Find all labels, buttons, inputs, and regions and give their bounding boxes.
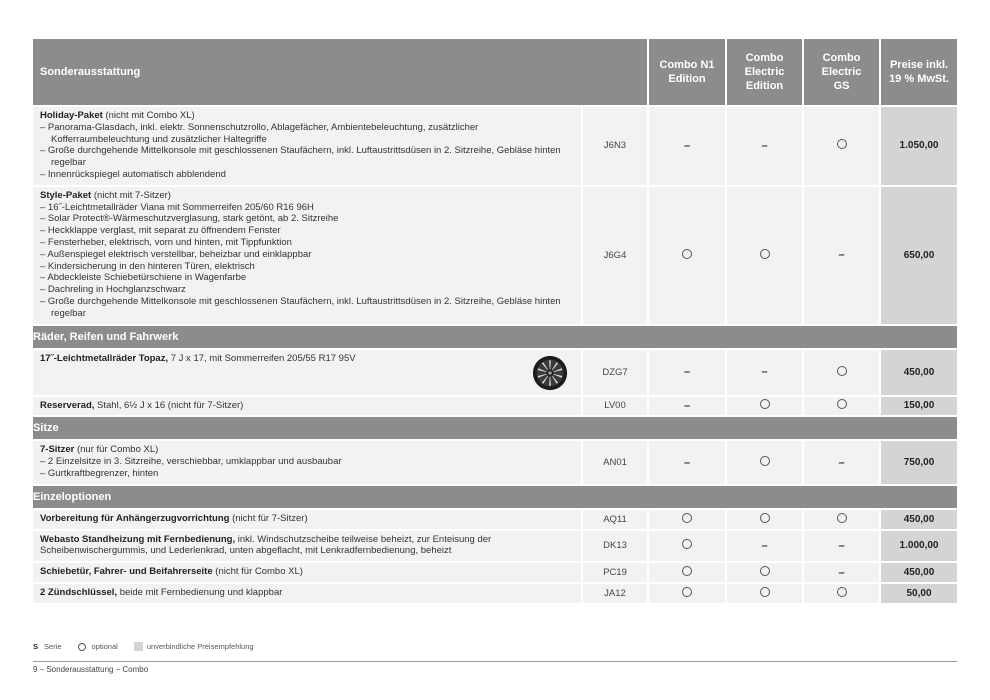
wheel-image [532, 355, 568, 391]
feature-line: – Heckklappe verglast, mit separat zu öffnendem Fenster [40, 225, 281, 237]
optional-circle-icon [760, 399, 770, 409]
not-available-dash: – [761, 366, 768, 379]
option-cell [726, 440, 803, 484]
option-cell [648, 530, 726, 563]
optional-circle-icon [837, 513, 847, 523]
optional-circle-icon [682, 566, 692, 576]
not-available-dash: – [838, 566, 845, 579]
legend-serie-symbol: S [33, 642, 39, 651]
optional-circle-icon [682, 513, 692, 523]
row-text [40, 190, 574, 320]
section-row [33, 485, 957, 509]
row-title: 17˝-Leichtmetallräder Topaz, [40, 352, 169, 364]
option-code: J6G4 [582, 186, 648, 325]
header-price: Preise inkl. 19 % MwSt. [880, 39, 957, 106]
legend [33, 642, 270, 651]
option-cell [648, 440, 726, 484]
row-description [33, 562, 582, 583]
row-note: (nur für Combo XL) [76, 444, 159, 456]
optional-circle-icon [760, 513, 770, 523]
feature-line: – Große durchgehende Mittelkonsole mit geschlossenen Staufächern, inkl. Luftaustrittsdüsen in 2. Sitzreihe, Gebläse hinten regelbar [40, 145, 561, 169]
row-description [33, 583, 582, 603]
legend-serie-label: Serie [44, 642, 62, 651]
option-cell [648, 396, 726, 417]
row-title: 2 Zündschlüssel, [40, 586, 118, 598]
optional-circle-icon [682, 249, 692, 259]
price-cell: 450,00 [880, 562, 957, 583]
price-cell: 650,00 [880, 186, 957, 325]
not-available-dash: – [683, 366, 691, 379]
row-note: inkl. Windschutzscheibe teilweise beheizt, zur Enteisung der Scheibenwischergummis, und Lederlenkrad, unten abgeflacht, mit Lenkradfernbedienung, beheizt [40, 533, 492, 557]
row-title: Webasto Standheizung mit Fernbedienung, [40, 533, 236, 545]
row-note: 7 J x 17, mit Sommerreifen 205/55 R17 95V [170, 352, 356, 364]
legend-optional [78, 642, 118, 651]
optional-circle-icon [837, 366, 847, 376]
option-cell [803, 530, 880, 563]
row-description [33, 186, 582, 325]
row-note: (nicht für Combo XL) [215, 566, 303, 578]
feature-line: – Innenrückspiegel automatisch abblendend [40, 168, 226, 180]
option-code: J6N3 [582, 106, 648, 186]
table-row [33, 349, 957, 396]
option-code: DK13 [582, 530, 648, 563]
feature-line: – Solar Protect®-Wärmeschutzverglasung, stark getönt, ab 2. Sitzreihe [40, 213, 339, 225]
not-available-dash: – [761, 139, 768, 152]
not-available-dash: – [838, 539, 845, 552]
option-cell [726, 562, 803, 583]
header-combo-electric-edition: Combo Electric Edition [726, 39, 803, 106]
option-cell [803, 106, 880, 186]
price-cell: 1.050,00 [880, 106, 957, 186]
price-cell: 50,00 [880, 583, 957, 603]
not-available-dash: – [683, 456, 691, 469]
feature-line: – Panorama-Glasdach, inkl. elektr. Sonnenschutzrollo, Ablagefächer, Ambientebeleuchtung, zusätzlicher Kofferraumbeleuchtung und zusätzlicher Haltegriffe [40, 121, 479, 145]
optional-circle-icon [760, 249, 770, 259]
optional-circle-icon [837, 587, 847, 597]
table-row [33, 396, 957, 417]
feature-line: – Gurtkraftbegrenzer, hinten [40, 467, 159, 479]
feature-line: – 16˝-Leichtmetallräder Viana mit Sommerreifen 205/60 R16 96H [40, 201, 314, 213]
feature-line: – Kindersicherung in den hinteren Türen, elektrisch [40, 260, 255, 272]
price-cell: 450,00 [880, 509, 957, 530]
row-description [33, 530, 582, 563]
feature-line: – Fensterheber, elektrisch, vorn und hinten, mit Tippfunktion [40, 236, 292, 248]
optional-circle-icon [760, 587, 770, 597]
option-cell [803, 509, 880, 530]
row-note: Stahl, 6½ J x 16 (nicht für 7-Sitzer) [97, 399, 244, 411]
option-cell [726, 349, 803, 396]
feature-line: – Abdeckleiste Schiebetürschiene in Wagenfarbe [40, 272, 247, 284]
footer-divider [33, 661, 957, 662]
option-cell [803, 396, 880, 417]
row-note: beide mit Fernbedienung und klappbar [119, 586, 283, 598]
option-cell [803, 440, 880, 484]
option-cell [726, 106, 803, 186]
not-available-dash: – [838, 249, 845, 262]
table-row [33, 583, 957, 603]
option-code: DZG7 [582, 349, 648, 396]
section-row [33, 416, 957, 440]
option-code: JA12 [582, 583, 648, 603]
row-description [33, 106, 582, 186]
table-row [33, 562, 957, 583]
row-text [40, 534, 574, 558]
not-available-dash: – [761, 539, 768, 552]
table-row [33, 530, 957, 563]
table-row [33, 186, 957, 325]
optional-circle-icon [837, 399, 847, 409]
page-footer: 9 – Sonderausstattung – Combo [33, 665, 149, 674]
row-text [40, 566, 574, 578]
option-cell [648, 509, 726, 530]
option-cell [726, 396, 803, 417]
row-note: (nicht mit Combo XL) [105, 110, 195, 121]
optional-circle-icon [760, 566, 770, 576]
option-cell [726, 583, 803, 603]
option-cell [648, 349, 726, 396]
legend-serie [33, 642, 62, 651]
row-title: Holiday-Paket [40, 110, 103, 121]
price-cell: 750,00 [880, 440, 957, 484]
optional-circle-icon [682, 587, 692, 597]
header-sonderausstattung: Sonderausstattung [33, 39, 648, 106]
option-cell [648, 562, 726, 583]
row-description [33, 349, 582, 396]
option-cell [803, 349, 880, 396]
option-cell [648, 186, 726, 325]
option-cell [648, 583, 726, 603]
price-swatch-icon [134, 642, 143, 651]
option-cell [803, 583, 880, 603]
legend-price [134, 642, 254, 651]
header-combo-electric-gs: Combo Electric GS [803, 39, 880, 106]
row-text [40, 444, 574, 479]
table-body [33, 106, 957, 603]
section-title: Räder, Reifen und Fahrwerk [33, 325, 957, 349]
section-title: Einzeloptionen [33, 485, 957, 509]
table-header-row [33, 39, 957, 106]
option-cell [726, 186, 803, 325]
feature-line: – 2 Einzelsitze in 3. Sitzreihe, verschiebbar, umklappbar und ausbaubar [40, 456, 342, 468]
row-text [40, 353, 356, 365]
row-note: (nicht für 7-Sitzer) [232, 512, 308, 524]
equipment-table [33, 39, 957, 603]
table-row [33, 106, 957, 186]
price-cell: 450,00 [880, 349, 957, 396]
optional-circle-icon [837, 139, 847, 149]
not-available-dash: – [683, 139, 691, 152]
optional-circle-icon [760, 456, 770, 466]
row-note: (nicht mit 7-Sitzer) [93, 189, 171, 201]
optional-circle-icon [682, 539, 692, 549]
row-title: Style-Paket [40, 189, 92, 201]
price-cell: 150,00 [880, 396, 957, 417]
row-description [33, 509, 582, 530]
option-code: AN01 [582, 440, 648, 484]
row-description [33, 440, 582, 484]
row-text [40, 513, 574, 525]
legend-optional-label: optional [91, 642, 118, 651]
row-text [40, 400, 574, 412]
option-code: PC19 [582, 562, 648, 583]
feature-line: – Dachreling in Hochglanzschwarz [40, 284, 186, 296]
price-cell: 1.000,00 [880, 530, 957, 563]
row-title: Schiebetür, Fahrer- und Beifahrerseite [40, 566, 213, 578]
table-row [33, 509, 957, 530]
row-title: Vorbereitung für Anhängerzugvorrichtung [40, 512, 230, 524]
table-row [33, 440, 957, 484]
not-available-dash: – [838, 456, 845, 469]
row-description [33, 396, 582, 417]
option-cell [726, 530, 803, 563]
row-title: Reserverad, [40, 399, 95, 411]
option-cell [803, 562, 880, 583]
header-combo-n1-edition: Combo N1 Edition [648, 39, 726, 106]
option-code: AQ11 [582, 509, 648, 530]
row-text [40, 110, 574, 181]
option-cell [648, 106, 726, 186]
row-title: 7-Sitzer [40, 444, 75, 456]
optional-circle-icon [78, 643, 86, 651]
feature-line: – Große durchgehende Mittelkonsole mit geschlossenen Staufächern, inkl. Luftaustrittsdüsen in 2. Sitzreihe, Gebläse hinten regelbar [40, 295, 561, 319]
option-cell [726, 509, 803, 530]
not-available-dash: – [683, 399, 691, 412]
row-text [40, 587, 574, 599]
section-row [33, 325, 957, 349]
legend-price-label: unverbindliche Preisempfehlung [146, 642, 254, 651]
section-title: Sitze [33, 416, 957, 440]
option-code: LV00 [582, 396, 648, 417]
feature-line: – Außenspiegel elektrisch verstellbar, beheizbar und einklappbar [40, 248, 312, 260]
option-cell [803, 186, 880, 325]
